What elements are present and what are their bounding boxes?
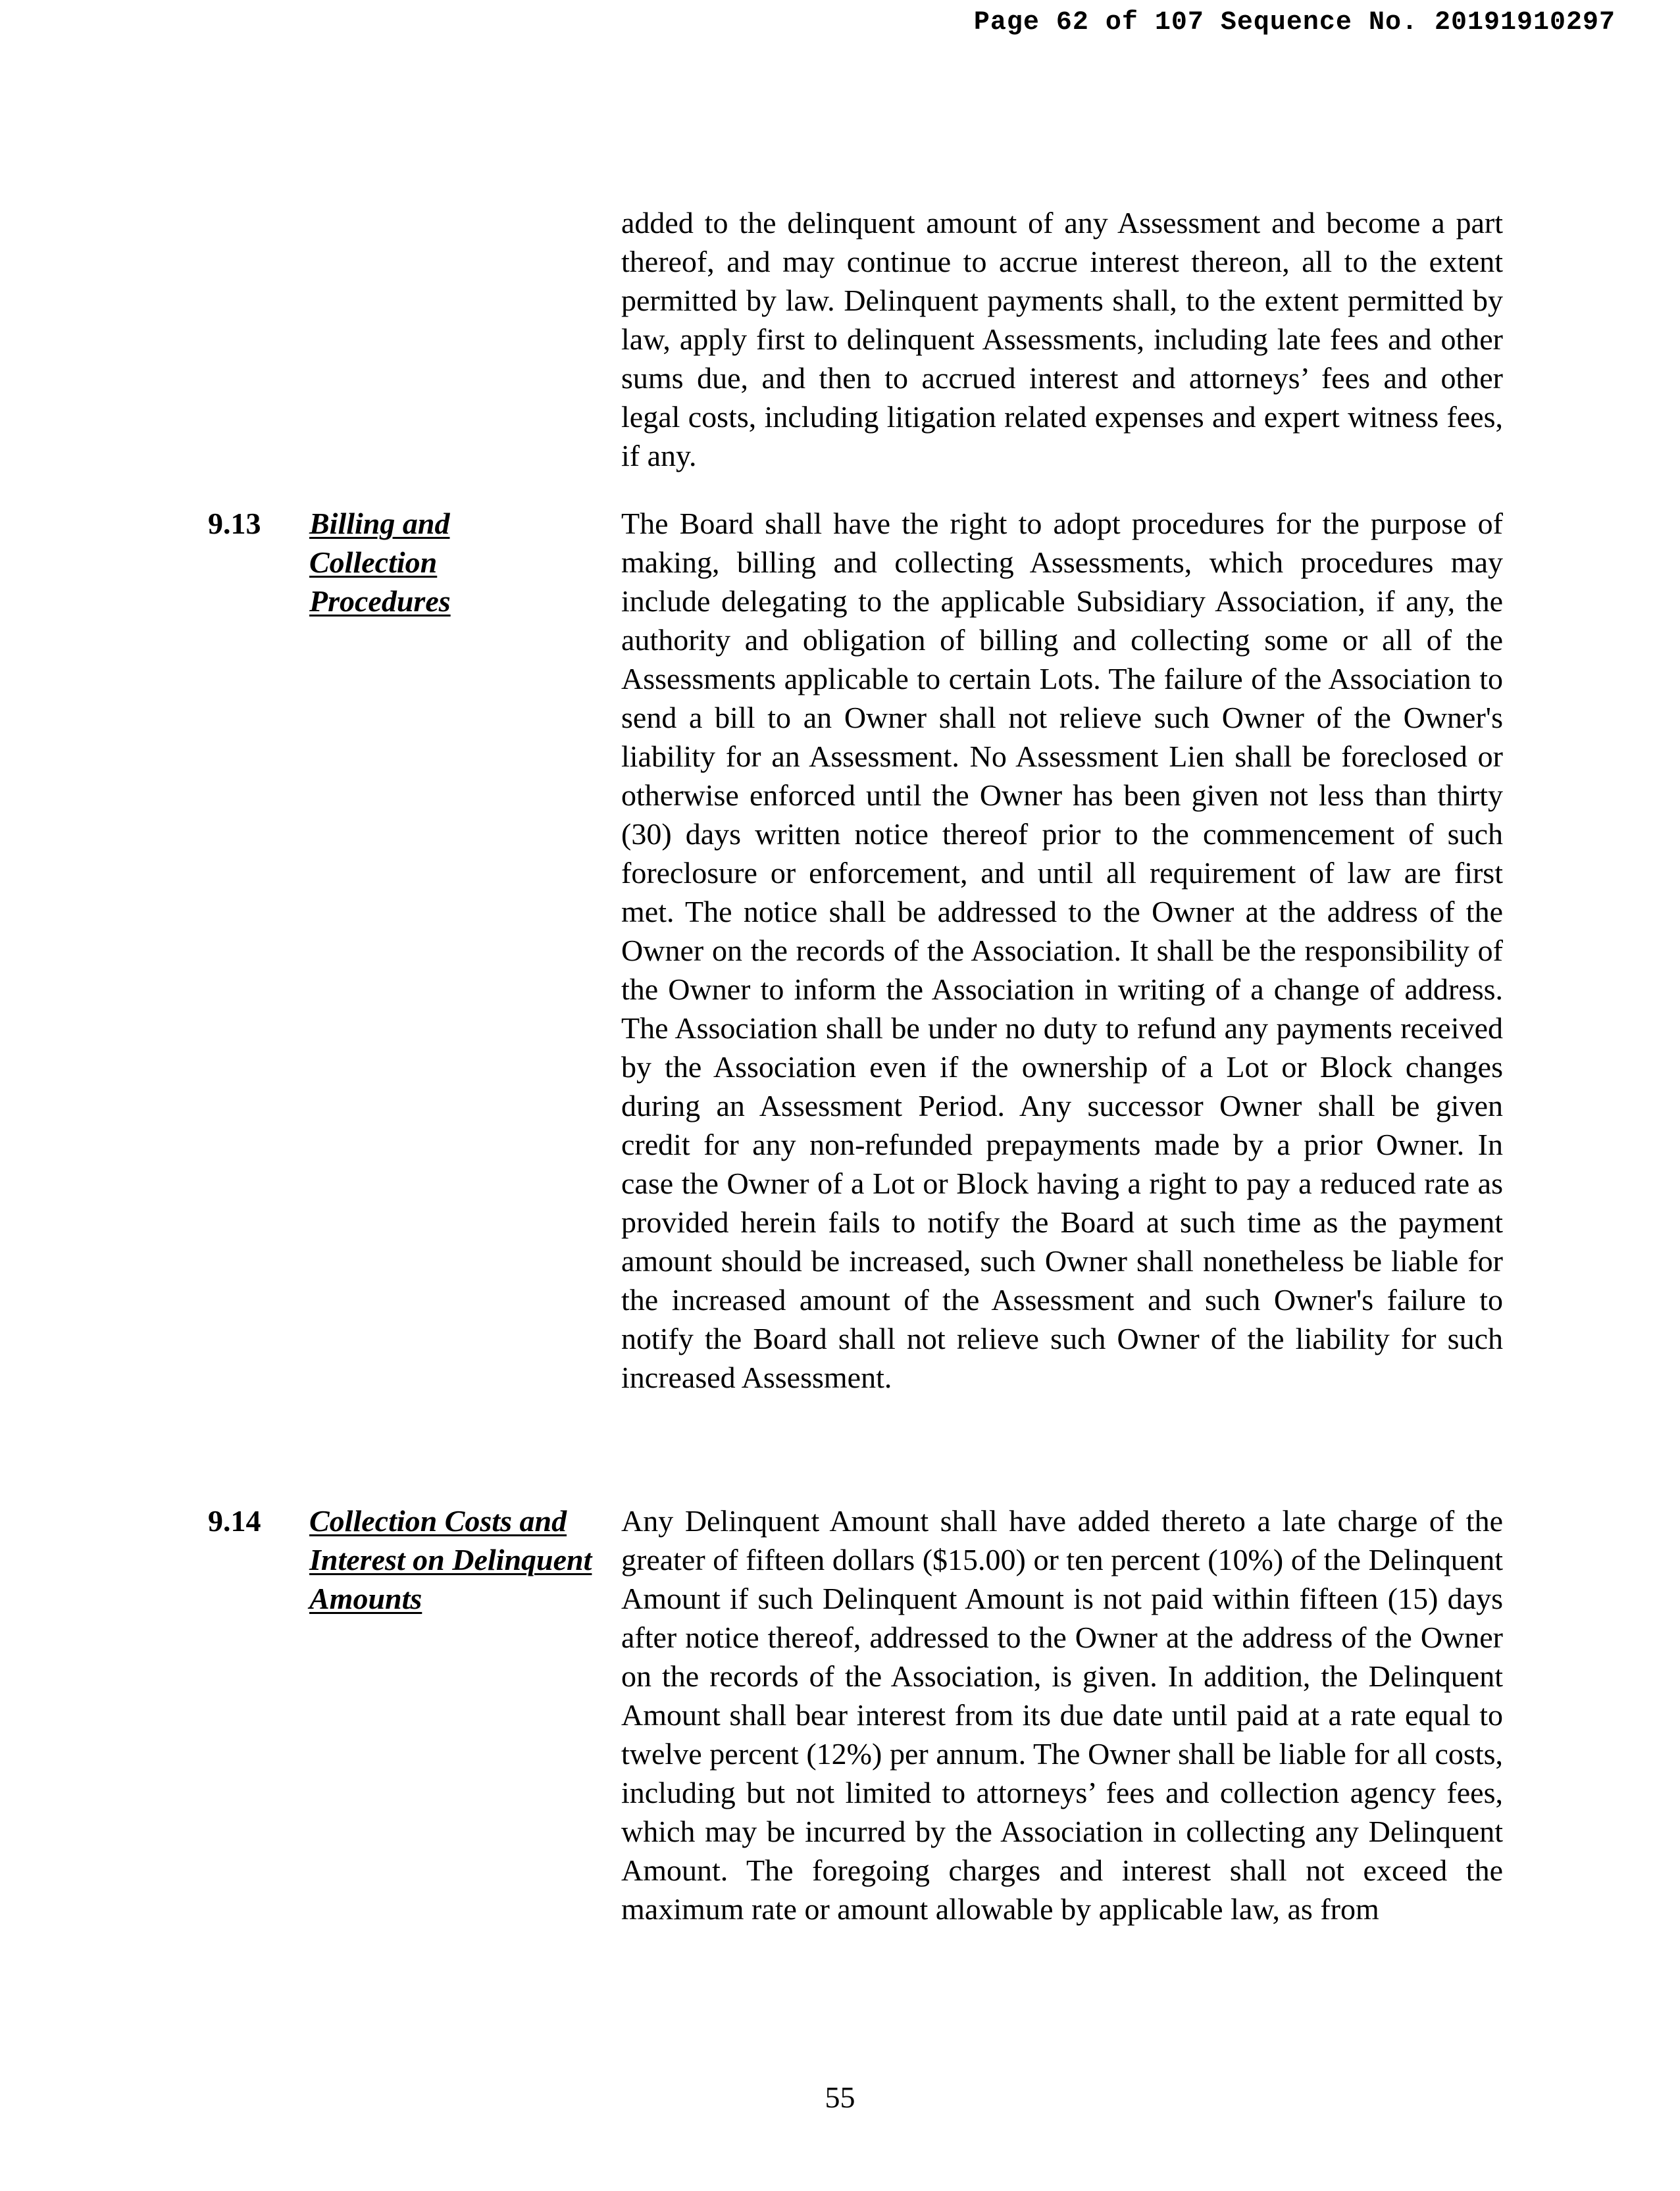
section-number: 9.14 [208,1504,261,1538]
section-title: Collection Costs and Interest on Delinquent Amounts [309,1504,592,1615]
section-body: The Board shall have the right to adopt procedures for the purpose of making, billing and collecting Assessments, which procedures may include delegating to the applicable Subsidiary Association, if any, the authority and obligation of billing and collecting some or all of the Assessments applicable to certain Lots. The failure of the Association to send a bill to an Owner shall not relieve such Owner of the Owner's liability for an Assessment. No Assessment Lien shall be foreclosed or otherwise enforced until the Owner has been given not less than thirty (30) days written notice thereof prior to the commencement of such foreclosure or enforcement, and until all requirement of law are first met. The notice shall be addressed to the Owner at the address of the Owner on the records of the Association. It shall be the responsibility of the Owner to inform the Association in writing of a change of address. The Association shall be under no duty to refund any payments received by the Association even if the ownership of a Lot or Block changes during an Assessment Period. Any successor Owner shall be given credit for any non-refunded prepayments made by a prior Owner. In case the Owner of a Lot or Block having a right to pay a reduced rate as provided herein fails to notify the Board at such time as the payment amount should be increased, such Owner shall nonetheless be liable for the increased amount of the Assessment and such Owner's failure to notify the Board shall not relieve such Owner of the liability for such increased Assessment. [621,507,1503,1394]
page-number: 55 [825,2080,855,2114]
section-number: 9.13 [208,507,261,540]
continuation-paragraph: added to the delinquent amount of any Assessment and become a part thereof, and may continue to accrue interest thereon, all to the extent permitted by law. Delinquent payments shall, to the extent permitted by law, apply first to delinquent Assessments, including late fees and other sums due, and then to accrued interest and attorneys’ fees and other legal costs, including litigation related expenses and expert witness fees, if any. [621,206,1503,472]
page-sequence-header: Page 62 of 107 Sequence No. 20191910297 [973,8,1616,38]
section-body: Any Delinquent Amount shall have added thereto a late charge of the greater of fifteen dollars ($15.00) or ten percent (10%) of the Delinquent Amount if such Delinquent Amount is not paid within fifteen (15) days after notice thereof, addressed to the Owner at the address of the Owner on the records of the Association, is given. In addition, the Delinquent Amount shall bear interest from its due date until paid at a rate equal to twelve percent (12%) per annum. The Owner shall be liable for all costs, including but not limited to attorneys’ fees and collection agency fees, which may be incurred by the Association in collecting any Delinquent Amount. The foregoing charges and interest shall not exceed the maximum rate or amount allowable by applicable law, as from [621,1504,1503,1926]
section-title: Billing and Collection Procedures [309,507,451,618]
